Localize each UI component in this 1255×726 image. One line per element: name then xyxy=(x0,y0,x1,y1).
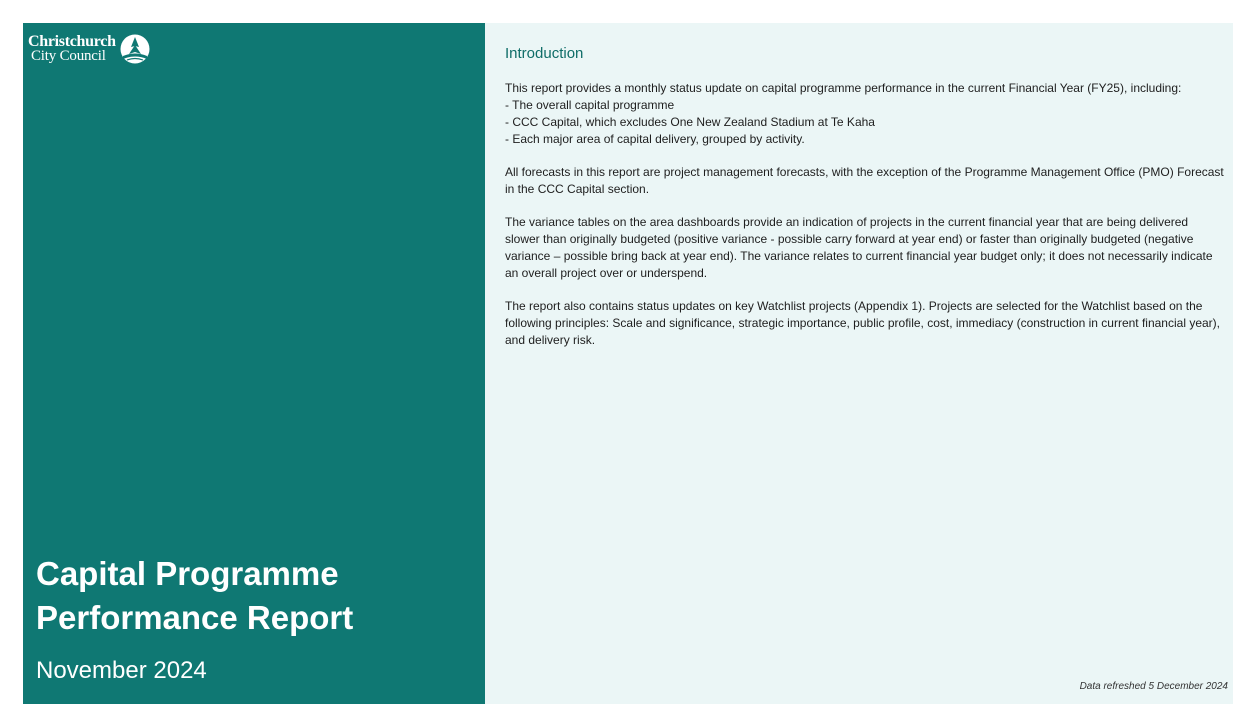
introduction-body xyxy=(505,80,1225,365)
report-date: November 2024 xyxy=(36,657,207,684)
logo-line-2: City Council xyxy=(31,48,106,64)
logo-line-1: Christchurch xyxy=(28,33,116,50)
data-refreshed-note: Data refreshed 5 December 2024 xyxy=(1079,681,1228,692)
cover-panel xyxy=(23,23,485,704)
intro-paragraph-2: All forecasts in this report are project management forecasts, with the exception of the Programme Management Office (PMO) Forecast in the CCC Capital section. xyxy=(505,165,1224,196)
introduction-heading: Introduction xyxy=(505,45,584,62)
report-title-line-2: Performance Report xyxy=(36,599,354,636)
intro-paragraph-1-lead: This report provides a monthly status update on capital programme performance in the current Financial Year (FY25), including: xyxy=(505,81,1182,95)
report-title-line-1: Capital Programme xyxy=(36,555,339,592)
intro-list-item: - CCC Capital, which excludes One New Zealand Stadium at Te Kaha xyxy=(505,115,875,129)
introduction-panel xyxy=(485,23,1233,704)
intro-paragraph-1 xyxy=(505,80,1225,148)
intro-list-item: - Each major area of capital delivery, grouped by activity. xyxy=(505,132,805,146)
report-title xyxy=(36,552,476,640)
logo-wordmark xyxy=(28,34,116,64)
intro-list-item: - The overall capital programme xyxy=(505,98,675,112)
council-logo xyxy=(28,34,151,64)
council-emblem-icon xyxy=(119,34,151,64)
intro-paragraph-4: The report also contains status updates on key Watchlist projects (Appendix 1). Projects are selected for the Watchlist based on the following principles: Scale and significance, strategic importance, public profile, cost, immediacy (construction in current financial year), and delivery risk. xyxy=(505,299,1220,347)
intro-paragraph-3: The variance tables on the area dashboards provide an indication of projects in the current financial year that are being delivered slower than originally budgeted (positive variance - possible carry forward at year end) or faster than originally budgeted (negative variance – possible bring back at year end). The variance relates to current financial year budget only; it does not necessarily indicate an overall project over or underspend. xyxy=(505,215,1213,280)
